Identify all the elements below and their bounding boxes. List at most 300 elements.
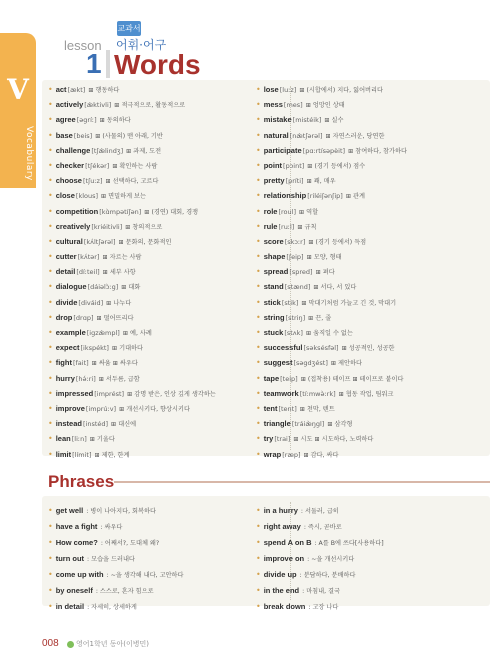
word-pronunciation: [igzǽmpl] [86,329,120,337]
phrase-text: right away [263,522,301,531]
phrase-text: get well [55,506,84,515]
word-meaning: ⊞ (시합에서) 지다, 잃어버리다 [299,87,383,94]
word-entry [256,173,452,188]
word-text: instead [55,419,82,429]
word-entry [48,325,244,340]
word-meaning: ⊞ 협동 작업, 팀워크 [338,390,394,398]
word-entry [48,447,244,462]
phrase-entry [256,551,452,567]
word-text: competition [55,206,99,216]
bullet-icon: • [256,403,261,413]
bullet-icon: • [256,434,261,444]
phrase-entry [48,535,244,551]
bullet-icon: • [48,297,53,307]
word-entry [48,355,244,370]
word-text: shape [263,252,286,262]
bullet-icon: • [256,602,261,611]
word-pronunciation: [luːz] [279,86,297,94]
phrase-text: in the end [263,586,300,595]
word-text: score [263,236,284,246]
word-text: role [263,206,278,216]
bullet-icon: • [48,176,53,186]
word-pronunciation: [roul] [278,207,296,216]
word-meaning: ⊞ (사물의) 맨 아래, 기반 [95,132,163,140]
word-meaning: ⊞ 제안하다 [330,360,362,368]
word-text: hurry [55,373,75,383]
word-meaning: ⊞ 세부 사항 [102,269,136,277]
word-entry [256,401,452,416]
word-entry [48,204,244,219]
phrase-meaning: : 서둘러, 급히 [300,508,339,515]
word-entry [48,431,244,446]
word-entry [256,97,452,112]
phrase-entry [48,503,244,519]
phrase-meaning: : 스스로, 혼자 힘으로 [95,588,154,595]
word-entry [48,82,244,97]
word-entry [48,173,244,188]
word-meaning: ⊞ 확인하는 사람 [112,162,158,170]
word-pronunciation: [striŋ] [285,313,306,322]
word-entry [256,234,452,249]
phrase-text: spend A on B [263,538,312,547]
word-text: creatively [55,221,91,231]
word-pronunciation: [skɔːr] [284,237,306,246]
word-meaning: ⊞ (경기 등에서) 득점 [308,238,367,246]
bullet-icon: • [48,538,53,547]
word-meaning: ⊞ 자르는 사람 [102,254,142,262]
word-text: cutter [55,252,77,262]
bullet-icon: • [48,145,53,155]
vocabulary-v-icon: V [7,73,29,106]
phrase-text: come up with [55,570,104,579]
word-pronunciation: [imprúːv] [85,404,117,413]
bullet-icon: • [256,586,261,595]
word-entry [48,279,244,294]
bullet-icon: • [48,343,53,353]
word-text: suggest [263,358,293,368]
word-entry [48,143,244,158]
word-pronunciation: [mes] [283,101,303,110]
bullet-icon: • [48,282,53,292]
word-meaning: ⊞ 서두름, 급함 [98,375,140,383]
word-pronunciation: [diváid] [78,298,104,307]
bullet-icon: • [256,85,261,94]
word-pronunciation: [stik] [281,298,299,307]
word-text: stuck [263,328,284,337]
word-list-right [256,82,452,462]
word-meaning: ⊞ (접착용) 테이프 ⊞ 테이프로 붙이다 [300,375,404,383]
word-meaning: ⊞ 감다, 싸다 [303,451,339,459]
lesson-label: lesson [64,38,102,53]
phrase-list-right [256,503,452,615]
phrase-text: divide up [263,570,297,579]
phrases-header [42,471,490,493]
word-pronunciation: [kɑ̀mpətíʃən] [99,207,142,216]
phrase-text: by oneself [55,586,93,595]
word-entry [48,310,244,325]
bullet-icon: • [48,419,53,429]
word-pronunciation: [kʌ́tər] [77,253,100,262]
word-entry [48,416,244,431]
word-pronunciation: [príti] [285,177,304,186]
word-meaning: ⊞ 문화의, 문화적인 [118,238,172,246]
word-entry [256,416,452,431]
word-text: detail [55,267,76,277]
word-pronunciation: [spred] [289,268,313,277]
bullet-icon: • [48,252,53,262]
word-pronunciation: [ræp] [282,450,301,459]
word-text: cultural [55,236,83,246]
phrase-entry [256,567,452,583]
word-meaning: ⊞ 모양, 형태 [306,254,342,262]
word-pronunciation: [klous] [75,192,99,201]
word-text: impressed [55,388,94,398]
bullet-icon: • [48,586,53,595]
word-text: close [55,191,75,201]
bullet-icon: • [48,522,53,531]
bullet-icon: • [48,267,53,277]
word-pronunciation: [ǽktivli] [84,101,112,110]
word-entry [256,128,452,143]
word-pronunciation: [pɔint] [283,161,305,170]
bullet-icon: • [256,145,261,155]
word-pronunciation: [səgdʒést] [293,359,328,368]
side-tab-label: Vocabulary [24,125,34,181]
word-text: actively [55,100,84,110]
word-entry [48,219,244,234]
word-entry [48,264,244,279]
word-entry [256,431,452,446]
bullet-icon: • [48,191,53,201]
word-pronunciation: [instéd] [82,420,109,429]
word-entry [256,112,452,127]
word-text: lean [55,434,71,444]
word-meaning: ⊞ 시도 ⊞ 시도하다, 노력하다 [293,436,374,444]
phrase-meaning: : 즉시, 곧바로 [303,524,342,531]
word-entry [48,401,244,416]
section-side-tab [0,33,36,188]
bullet-icon: • [256,570,261,579]
bullet-icon: • [256,252,261,262]
word-meaning: ⊞ (경기 등에서) 점수 [307,162,366,170]
word-text: teamwork [263,388,299,398]
bullet-icon: • [256,522,261,531]
word-entry [48,249,244,264]
word-meaning: ⊞ 서다, 서 있다 [313,284,357,292]
word-pronunciation: [tʃǽlindʒ] [91,146,124,155]
word-pronunciation: [fait] [72,359,89,368]
word-entry [256,325,452,340]
word-text: act [55,85,67,94]
word-entry [256,264,452,279]
page-number: 008 [42,638,59,649]
word-meaning: ⊞ 대화 [121,284,141,292]
word-pronunciation: [ikspékt] [80,344,109,353]
bullet-icon: • [256,115,261,125]
word-entry [256,158,452,173]
bullet-icon: • [256,267,261,277]
word-pronunciation: [límit] [72,450,92,459]
phrase-meaning: : 고장 나다 [308,604,339,611]
word-meaning: ⊞ 펴다 [315,269,335,277]
word-meaning: ⊞ 관계 [345,193,365,201]
word-text: limit [55,449,72,459]
word-entry [48,158,244,173]
word-text: natural [263,130,289,140]
phrase-entry [48,519,244,535]
word-pronunciation: [tʃuːz] [82,177,103,186]
bullet-icon: • [256,373,261,383]
category-title: 어휘·어구 [116,38,167,52]
word-text: drop [55,312,73,322]
word-text: expect [55,343,80,353]
word-meaning: ⊞ 나누다 [106,299,132,307]
bullet-icon: • [48,554,53,563]
word-entry [48,234,244,249]
word-pronunciation: [mistéik] [292,116,322,125]
word-text: divide [55,297,78,307]
bullet-icon: • [48,100,53,110]
word-pronunciation: [nǽtʃərəl] [289,131,323,140]
word-meaning: ⊞ 규칙 [297,223,317,231]
bullet-icon: • [256,100,261,110]
bullet-icon: • [48,570,53,579]
bullet-icon: • [48,602,53,611]
phrase-entry [256,583,452,599]
bullet-icon: • [256,554,261,563]
word-pronunciation: [tʃékər] [85,161,110,170]
word-pronunciation: [teip] [280,374,298,383]
word-text: participate [263,145,302,155]
word-text: stick [263,297,281,307]
word-meaning: ⊞ 제한, 한계 [94,451,130,459]
bullet-icon: • [256,221,261,231]
phrase-meaning: : 병이 나아지다, 회복하다 [86,508,156,515]
word-entry [256,340,452,355]
phrase-entry [48,567,244,583]
phrase-entry [256,519,452,535]
word-meaning: ⊞ 기대하다 [111,345,144,353]
word-text: mess [263,100,283,110]
word-meaning: ⊞ (경연) 대회, 경쟁 [144,208,199,216]
phrase-meaning: : 마침내, 결국 [302,588,341,595]
textbook-badge: 교과서 [117,21,141,36]
bullet-icon: • [256,358,261,368]
word-text: mistake [263,115,292,125]
word-meaning: ⊞ 자연스러운, 당연한 [325,132,385,140]
word-meaning: ⊞ 꽤, 매우 [306,178,336,186]
bullet-icon: • [48,221,53,231]
word-text: relationship [263,191,307,201]
word-entry [256,447,452,462]
word-pronunciation: [kriéitivli] [91,222,123,231]
word-text: base [55,130,73,140]
bullet-icon: • [48,388,53,398]
bullet-icon: • [256,312,261,322]
word-pronunciation: [pɑːrtísəpèit] [302,146,346,155]
word-pronunciation: [tíːmwə̀ːrk] [299,389,336,398]
word-meaning: ⊞ 적극적으로, 활동적으로 [114,102,186,110]
book-title: 영어1학년 동아(이병민) [76,640,149,648]
word-meaning: ⊞ 참여하다, 참가하다 [348,147,407,155]
phrase-entry [48,551,244,567]
phrase-entry [48,599,244,615]
word-entry [48,386,244,401]
word-entry [48,112,244,127]
word-entry [256,310,452,325]
phrase-meaning: : 분담하다, 분배하다 [299,572,356,579]
phrase-meaning: : 싸우다 [100,524,123,531]
phrases-title: Phrases [48,472,115,491]
bullet-icon: • [48,130,53,140]
word-pronunciation: [drɑp] [73,313,94,322]
word-meaning: ⊞ 성공적인, 성공한 [341,345,395,353]
bullet-icon: • [256,297,261,307]
word-pronunciation: [trai] [274,435,291,444]
word-meaning: ⊞ 역할 [299,208,319,216]
word-pronunciation: [dáiəlɔ̀ːg] [87,283,119,292]
bullet-icon: • [48,434,53,444]
bullet-icon: • [256,328,261,337]
phrase-text: in detail [55,602,85,611]
word-pronunciation: [hə́ːri] [75,374,96,383]
phrase-meaning: : 자세히, 상세하게 [87,604,137,611]
word-text: improve [55,403,85,413]
lesson-number: 1 [86,48,102,79]
word-pronunciation: [ækt] [67,86,86,94]
phrase-entry [256,535,452,551]
phrase-meaning: : 모습을 드러내다 [87,556,135,563]
word-text: example [55,328,86,337]
word-entry [256,386,452,401]
word-pronunciation: [tent] [278,404,297,413]
word-meaning: ⊞ 막대기처럼 가늘고 긴 것, 막대기 [301,299,397,307]
word-meaning: ⊞ 과제, 도전 [126,147,162,155]
word-text: pretty [263,176,285,186]
bullet-icon: • [256,419,261,429]
phrase-text: improve on [263,554,305,563]
bullet-icon: • [48,506,53,515]
bullet-icon: • [48,358,53,368]
word-meaning: ⊞ 선택하다, 고르다 [105,178,159,186]
leaf-icon [67,641,74,648]
word-list-left [48,82,244,462]
word-pronunciation: [liːn] [71,435,87,444]
phrase-entry [48,583,244,599]
bullet-icon: • [256,282,261,292]
bullet-icon: • [256,343,261,353]
word-text: tent [263,403,278,413]
word-meaning: ⊞ 엉망인 상태 [305,102,345,110]
bullet-icon: • [48,160,53,170]
word-pronunciation: [ʃeip] [286,253,304,262]
word-entry [48,295,244,310]
word-meaning: ⊞ 천막, 텐트 [299,405,335,413]
phrase-meaning: : A를 B에 쓰다[사용하다] [314,540,384,547]
word-entry [256,82,452,97]
phrase-meaning: : 어째서?, 도대체 왜? [100,540,160,547]
word-pronunciation: [əgríː] [76,116,97,125]
word-pronunciation: [stænd] [284,283,311,292]
phrase-meaning: : ~을 개선시키다 [307,556,355,563]
phrase-entry [256,599,452,615]
word-pronunciation: [ruːl] [278,222,295,231]
word-text: rule [263,221,278,231]
phrase-list-panel [42,496,490,611]
word-text: challenge [55,145,91,155]
word-entry [256,204,452,219]
word-entry [48,371,244,386]
word-pronunciation: [kʌ́ltʃərəl] [83,237,116,246]
heading-divider [106,50,110,78]
word-text: successful [263,343,303,353]
bullet-icon: • [256,130,261,140]
word-entry [256,355,452,370]
word-text: spread [263,267,289,277]
word-meaning: ⊞ 동의하다 [99,117,131,125]
word-entry [256,295,452,310]
bullet-icon: • [48,328,53,337]
phrase-entry [256,503,452,519]
bullet-icon: • [256,206,261,216]
bullet-icon: • [256,160,261,170]
bullet-icon: • [256,176,261,186]
word-meaning: ⊞ 창의적으로 [125,223,163,231]
bullet-icon: • [48,312,53,322]
word-meaning: ⊞ 기울다 [89,436,115,444]
word-meaning: ⊞ 면밀하게 보는 [101,193,147,201]
word-text: lose [263,85,279,94]
bullet-icon: • [48,373,53,383]
bullet-icon: • [48,403,53,413]
word-entry [256,188,452,203]
word-entry [256,219,452,234]
word-meaning: ⊞ 행동하다 [88,87,120,94]
word-text: wrap [263,449,282,459]
word-pronunciation: [tráiæ̀ŋgl] [291,420,325,429]
phrase-text: turn out [55,554,85,563]
phrase-text: How come? [55,538,98,547]
word-meaning: ⊞ 대신에 [111,421,137,429]
word-meaning: ⊞ 삼각형 [327,421,353,429]
word-meaning: ⊞ 실수 [324,117,344,125]
word-entry [48,97,244,112]
word-meaning: ⊞ 끈, 줄 [308,314,332,322]
phrase-text: break down [263,602,306,611]
word-text: tape [263,373,280,383]
word-pronunciation: [riléiʃənʃip] [307,192,343,201]
bullet-icon: • [48,85,53,94]
bullet-icon: • [48,115,53,125]
word-text: agree [55,115,76,125]
word-text: point [263,160,283,170]
word-entry [256,279,452,294]
word-text: choose [55,176,82,186]
phrase-text: in a hurry [263,506,298,515]
word-meaning: ⊞ 감명 받은, 인상 깊게 생각하는 [127,390,216,398]
word-entry [256,143,452,158]
phrase-meaning: : ~을 생각해 내다, 고안하다 [106,572,184,579]
word-list-panel [42,80,490,459]
word-meaning: ⊞ 움직일 수 없는 [305,330,353,337]
word-text: stand [263,282,284,292]
page-title: Words [114,49,201,80]
bullet-icon: • [256,506,261,515]
bullet-icon: • [256,538,261,547]
bullet-icon: • [48,206,53,216]
word-entry [48,128,244,143]
bullet-icon: • [256,236,261,246]
